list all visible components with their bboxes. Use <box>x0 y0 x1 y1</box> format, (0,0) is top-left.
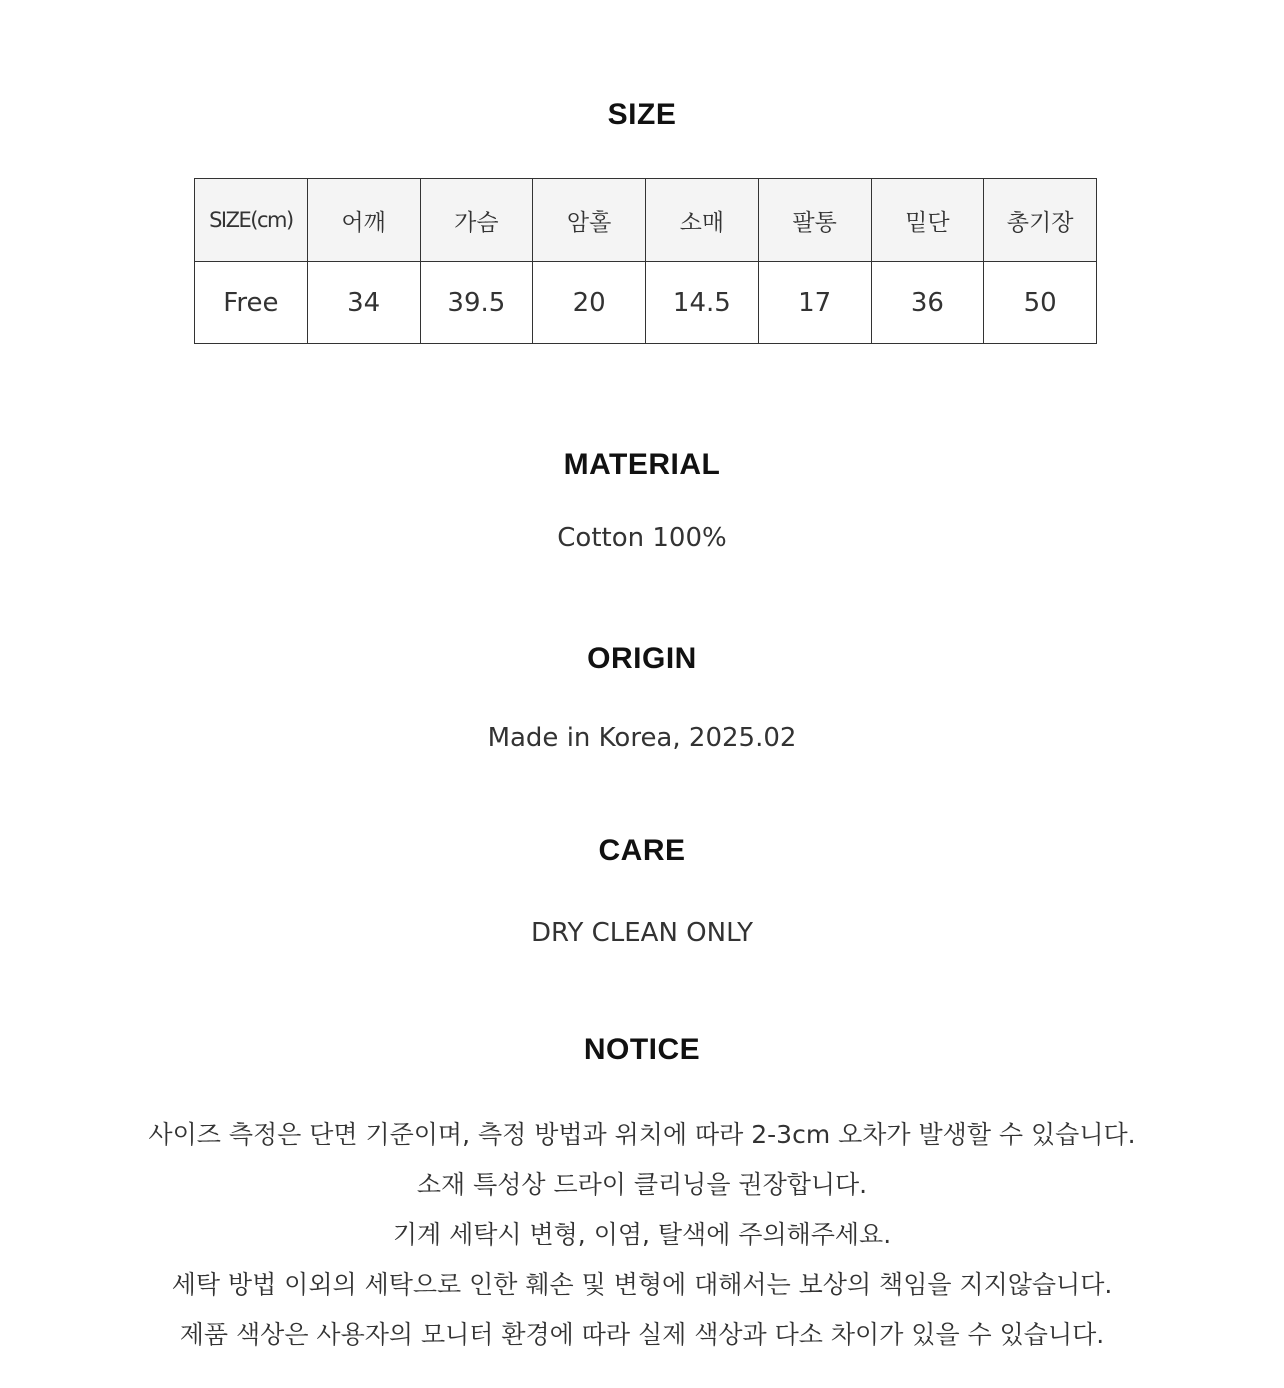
notice-list <box>0 1110 1284 1360</box>
size-value-cell: 39.5 <box>420 262 533 344</box>
size-value-cell: 34 <box>307 262 420 344</box>
notice-line: 기계 세탁시 변형, 이염, 탈색에 주의해주세요. <box>392 1220 892 1249</box>
size-header-cell: 밑단 <box>871 179 984 262</box>
size-header-cell: 어깨 <box>307 179 420 262</box>
notice-line: 사이즈 측정은 단면 기준이며, 측정 방법과 위치에 따라 2-3cm 오차가 발생할 수 있습니다. <box>148 1120 1136 1149</box>
size-header-cell: 가슴 <box>420 179 533 262</box>
size-value-cell: 17 <box>758 262 871 344</box>
size-title: SIZE <box>607 98 677 131</box>
notice-line: 제품 색상은 사용자의 모니터 환경에 따라 실제 색상과 다소 차이가 있을 수 있습니다. <box>179 1320 1105 1349</box>
size-value-cell: 14.5 <box>646 262 759 344</box>
notice-line: 소재 특성상 드라이 클리닝을 권장합니다. <box>416 1170 868 1199</box>
size-value-cell: 50 <box>984 262 1097 344</box>
size-header-cell: 팔통 <box>758 179 871 262</box>
size-header-cell: 암홀 <box>533 179 646 262</box>
notice-line: 세탁 방법 이외의 세탁으로 인한 훼손 및 변형에 대해서는 보상의 책임을 지지않습니다. <box>171 1270 1113 1299</box>
size-table-header-row <box>195 179 1097 262</box>
notice-title: NOTICE <box>583 1033 701 1066</box>
size-header-cell: 소매 <box>646 179 759 262</box>
size-value-cell: Free <box>195 262 308 344</box>
size-value-cell: 36 <box>871 262 984 344</box>
care-title: CARE <box>598 834 686 867</box>
origin-text: Made in Korea, 2025.02 <box>487 723 797 753</box>
size-table <box>194 178 1097 344</box>
size-value-cell: 20 <box>533 262 646 344</box>
origin-title: ORIGIN <box>587 642 697 675</box>
size-header-cell: SIZE(cm) <box>195 179 308 262</box>
size-header-cell: 총기장 <box>984 179 1097 262</box>
care-text: DRY CLEAN ONLY <box>531 918 753 948</box>
size-table-row <box>195 262 1097 344</box>
material-text: Cotton 100% <box>557 523 727 553</box>
material-title: MATERIAL <box>563 448 721 481</box>
